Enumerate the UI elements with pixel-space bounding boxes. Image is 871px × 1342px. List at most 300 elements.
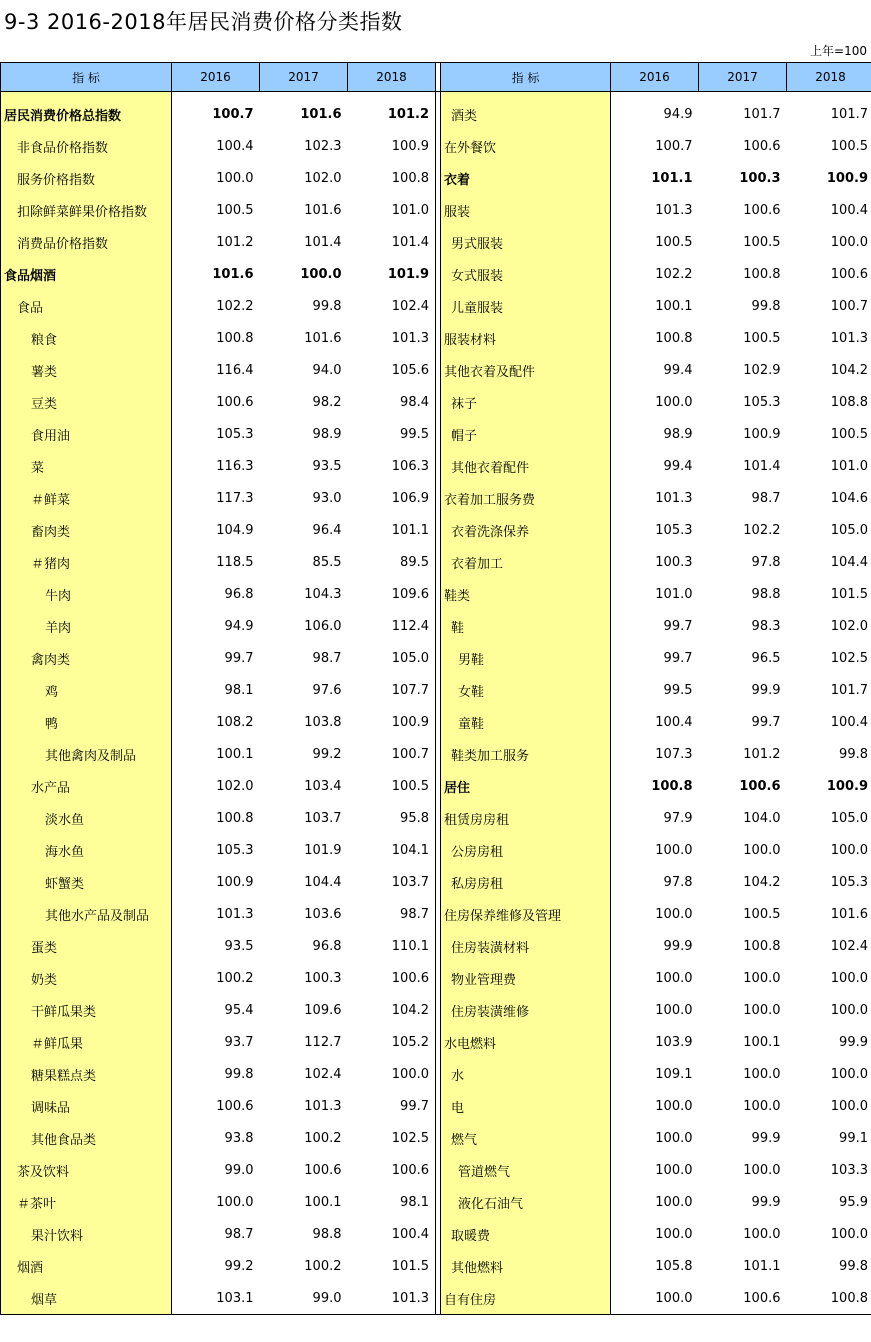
- index-value: 99.7: [400, 1098, 429, 1114]
- index-value: 99.8: [312, 298, 342, 314]
- indicator-name: 虾蟹类: [1, 866, 172, 898]
- index-value: 100.4: [216, 138, 254, 154]
- table-row: [1, 290, 871, 322]
- table-row: [1, 1058, 871, 1090]
- indicator-name: 烟酒: [1, 1250, 172, 1282]
- index-value: 98.1: [224, 682, 254, 698]
- index-value: 98.7: [400, 906, 429, 922]
- index-value: 100.5: [787, 418, 871, 450]
- index-value: 100.0: [787, 1058, 871, 1090]
- index-value: 100.6: [391, 1162, 429, 1178]
- index-value: 110.1: [391, 938, 429, 954]
- table-row: [1, 610, 871, 642]
- index-value: 104.2: [743, 874, 781, 890]
- header-year-2017-right: 2017: [699, 63, 787, 92]
- index-value: 100.9: [787, 770, 871, 802]
- indicator-name: 酒类: [441, 98, 611, 130]
- index-value: 96.8: [312, 938, 342, 954]
- index-value: 103.9: [655, 1034, 693, 1050]
- index-value: 100.5: [391, 778, 429, 794]
- index-value: 101.1: [651, 170, 693, 186]
- unit-note: 上年=100: [810, 44, 867, 58]
- index-value: 100.9: [391, 714, 429, 730]
- index-value: 101.3: [655, 490, 693, 506]
- indicator-name: ＃茶叶: [1, 1186, 172, 1218]
- indicator-name: 其他水产品及制品: [1, 898, 172, 930]
- indicator-name: 燃气: [441, 1122, 611, 1154]
- table-row: [1, 482, 871, 514]
- index-value: 99.4: [663, 458, 693, 474]
- index-value: 100.0: [655, 1130, 693, 1146]
- table-row: [1, 130, 871, 162]
- table-row: [1, 738, 871, 770]
- index-value: 96.4: [312, 522, 342, 538]
- index-value: 101.4: [391, 234, 429, 250]
- index-value: 107.7: [391, 682, 429, 698]
- indicator-name: 菜: [1, 450, 172, 482]
- index-value: 100.5: [743, 330, 781, 346]
- index-value: 99.1: [787, 1122, 871, 1154]
- index-value: 99.7: [224, 650, 254, 666]
- index-value: 100.8: [655, 330, 693, 346]
- index-value: 101.3: [655, 202, 693, 218]
- index-value: 101.7: [787, 98, 871, 130]
- index-value: 100.0: [655, 1002, 693, 1018]
- indicator-name: ＃猪肉: [1, 546, 172, 578]
- index-value: 102.4: [304, 1066, 342, 1082]
- index-value: 104.1: [391, 842, 429, 858]
- table-row: [1, 642, 871, 674]
- table-row: [1, 1218, 871, 1250]
- index-value: 100.8: [651, 778, 693, 794]
- index-value: 100.0: [743, 1162, 781, 1178]
- index-value: 98.9: [663, 426, 693, 442]
- index-value: 102.5: [787, 642, 871, 674]
- index-value: 93.5: [224, 938, 254, 954]
- indicator-name: 居民消费价格总指数: [1, 98, 172, 130]
- index-value: 101.9: [387, 266, 429, 282]
- indicator-name: 服装: [441, 194, 611, 226]
- index-value: 116.4: [216, 362, 254, 378]
- indicator-name: 鞋: [441, 610, 611, 642]
- index-value: 116.3: [216, 458, 254, 474]
- indicator-name: 扣除鲜菜鲜果价格指数: [1, 194, 172, 226]
- table-row: [1, 1090, 871, 1122]
- index-value: 100.7: [787, 290, 871, 322]
- index-value: 102.4: [391, 298, 429, 314]
- indicator-name: 禽肉类: [1, 642, 172, 674]
- index-value: 101.6: [300, 106, 342, 122]
- indicator-name: 茶及饮料: [1, 1154, 172, 1186]
- index-value: 101.3: [348, 1282, 436, 1315]
- index-value: 100.0: [787, 994, 871, 1026]
- index-value: 99.9: [663, 938, 693, 954]
- table-row: [1, 546, 871, 578]
- index-value: 104.2: [391, 1002, 429, 1018]
- indicator-name: 海水鱼: [1, 834, 172, 866]
- index-value: 102.9: [743, 362, 781, 378]
- index-value: 100.7: [212, 106, 254, 122]
- index-value: 99.0: [260, 1282, 348, 1315]
- indicator-name: 水: [441, 1058, 611, 1090]
- index-value: 104.3: [304, 586, 342, 602]
- index-value: 102.3: [304, 138, 342, 154]
- index-value: 99.8: [751, 298, 781, 314]
- indicator-name: 其他衣着及配件: [441, 354, 611, 386]
- index-value: 98.2: [312, 394, 342, 410]
- indicator-name: 鞋类加工服务: [441, 738, 611, 770]
- index-value: 101.2: [216, 234, 254, 250]
- table-row: [1, 386, 871, 418]
- index-value: 100.0: [787, 1090, 871, 1122]
- index-value: 100.0: [216, 1194, 254, 1210]
- table-row: [1, 578, 871, 610]
- index-value: 98.1: [400, 1194, 429, 1210]
- indicator-name: 儿童服装: [441, 290, 611, 322]
- index-value: 100.3: [739, 170, 781, 186]
- index-value: 103.1: [172, 1282, 260, 1315]
- index-value: 99.8: [787, 1250, 871, 1282]
- indicator-name: 其他衣着配件: [441, 450, 611, 482]
- index-value: 100.8: [787, 1282, 871, 1315]
- index-value: 102.5: [391, 1130, 429, 1146]
- indicator-name: 薯类: [1, 354, 172, 386]
- index-value: 95.4: [224, 1002, 254, 1018]
- index-value: 100.0: [655, 1162, 693, 1178]
- indicator-name: 租赁房房租: [441, 802, 611, 834]
- index-value: 99.5: [400, 426, 429, 442]
- index-value: 100.0: [743, 1002, 781, 1018]
- table-row: [1, 994, 871, 1026]
- index-value: 93.5: [312, 458, 342, 474]
- index-value: 99.0: [224, 1162, 254, 1178]
- indicator-name: 衣着加工服务费: [441, 482, 611, 514]
- index-value: 105.3: [216, 842, 254, 858]
- header-year-2016: 2016: [172, 63, 260, 92]
- index-value: 100.0: [743, 1226, 781, 1242]
- table-row: [1, 1122, 871, 1154]
- index-value: 105.2: [391, 1034, 429, 1050]
- index-value: 100.0: [655, 394, 693, 410]
- index-value: 102.2: [655, 266, 693, 282]
- index-value: 89.5: [400, 554, 429, 570]
- index-value: 101.5: [391, 1258, 429, 1274]
- page-title: 9-3 2016-2018年居民消费价格分类指数: [4, 10, 403, 34]
- index-value: 100.9: [391, 138, 429, 154]
- indicator-name: 烟草: [1, 1282, 172, 1315]
- table-row: [1, 866, 871, 898]
- index-value: 102.0: [216, 778, 254, 794]
- table-row: [1, 514, 871, 546]
- table-row: [1, 706, 871, 738]
- index-value: 100.0: [743, 1066, 781, 1082]
- indicator-name: 水产品: [1, 770, 172, 802]
- indicator-name: 调味品: [1, 1090, 172, 1122]
- index-value: 103.7: [391, 874, 429, 890]
- indicator-name: 淡水鱼: [1, 802, 172, 834]
- index-value: 103.7: [304, 810, 342, 826]
- index-value: 100.6: [743, 138, 781, 154]
- index-value: 100.0: [391, 1066, 429, 1082]
- indicator-name: 糖果糕点类: [1, 1058, 172, 1090]
- index-value: 97.8: [663, 874, 693, 890]
- index-value: 100.3: [655, 554, 693, 570]
- index-value: 104.0: [743, 810, 781, 826]
- index-value: 95.8: [400, 810, 429, 826]
- index-value: 100.5: [743, 234, 781, 250]
- index-value: 95.9: [787, 1186, 871, 1218]
- index-value: 100.0: [743, 970, 781, 986]
- indicator-name: 非食品价格指数: [1, 130, 172, 162]
- table-row: [1, 930, 871, 962]
- index-value: 101.0: [391, 202, 429, 218]
- index-value: 96.5: [751, 650, 781, 666]
- index-value: 109.1: [655, 1066, 693, 1082]
- index-value: 104.4: [304, 874, 342, 890]
- indicator-name: 女式服装: [441, 258, 611, 290]
- index-value: 100.7: [655, 138, 693, 154]
- price-index-table: [0, 62, 871, 1315]
- index-value: 100.8: [216, 330, 254, 346]
- index-value: 100.6: [787, 258, 871, 290]
- header-year-2018: 2018: [348, 63, 436, 92]
- indicator-name: 羊肉: [1, 610, 172, 642]
- index-value: 99.4: [663, 362, 693, 378]
- index-value: 100.8: [743, 938, 781, 954]
- indicator-name: 水电燃料: [441, 1026, 611, 1058]
- index-value: 100.0: [787, 226, 871, 258]
- index-value: 105.0: [391, 650, 429, 666]
- index-value: 101.1: [391, 522, 429, 538]
- index-value: 104.9: [216, 522, 254, 538]
- table-row: [1, 1282, 871, 1315]
- header-row: [1, 63, 871, 92]
- indicator-name: ＃鲜菜: [1, 482, 172, 514]
- index-value: 100.6: [304, 1162, 342, 1178]
- indicator-name: 食品烟酒: [1, 258, 172, 290]
- table-row: [1, 898, 871, 930]
- index-value: 99.7: [751, 714, 781, 730]
- index-value: 102.0: [304, 170, 342, 186]
- index-value: 102.4: [787, 930, 871, 962]
- indicator-name: 在外餐饮: [441, 130, 611, 162]
- index-value: 101.6: [787, 898, 871, 930]
- index-value: 94.0: [312, 362, 342, 378]
- index-value: 108.8: [787, 386, 871, 418]
- index-value: 101.0: [655, 586, 693, 602]
- index-value: 103.3: [787, 1154, 871, 1186]
- index-value: 100.1: [304, 1194, 342, 1210]
- index-value: 98.7: [751, 490, 781, 506]
- index-value: 101.6: [212, 266, 254, 282]
- index-value: 99.9: [751, 1194, 781, 1210]
- index-value: 99.2: [224, 1258, 254, 1274]
- indicator-name: 住房保养维修及管理: [441, 898, 611, 930]
- index-value: 104.2: [787, 354, 871, 386]
- indicator-name: 干鲜瓜果类: [1, 994, 172, 1026]
- index-value: 105.3: [787, 866, 871, 898]
- index-value: 105.0: [787, 514, 871, 546]
- index-value: 105.6: [391, 362, 429, 378]
- index-value: 100.0: [216, 170, 254, 186]
- table-row: [1, 674, 871, 706]
- index-value: 99.9: [751, 1130, 781, 1146]
- index-value: 105.0: [787, 802, 871, 834]
- index-value: 96.8: [224, 586, 254, 602]
- index-value: 102.2: [216, 298, 254, 314]
- table-row: [1, 962, 871, 994]
- indicator-name: 童鞋: [441, 706, 611, 738]
- index-value: 98.7: [312, 650, 342, 666]
- index-value: 103.6: [304, 906, 342, 922]
- index-value: 106.0: [304, 618, 342, 634]
- index-value: 99.2: [312, 746, 342, 762]
- indicator-name: 男式服装: [441, 226, 611, 258]
- index-value: 101.0: [787, 450, 871, 482]
- index-value: 100.0: [655, 970, 693, 986]
- header-indicator-right: 指 标: [441, 63, 611, 92]
- index-value: 94.9: [663, 106, 693, 122]
- index-value: 100.5: [216, 202, 254, 218]
- index-value: 98.9: [312, 426, 342, 442]
- index-value: 100.8: [391, 170, 429, 186]
- indicator-name: 女鞋: [441, 674, 611, 706]
- index-value: 100.4: [655, 714, 693, 730]
- index-value: 101.2: [387, 106, 429, 122]
- index-value: 100.0: [743, 842, 781, 858]
- indicator-name: 液化石油气: [441, 1186, 611, 1218]
- index-value: 112.4: [391, 618, 429, 634]
- index-value: 100.9: [787, 162, 871, 194]
- index-value: 93.0: [312, 490, 342, 506]
- index-value: 101.6: [304, 202, 342, 218]
- index-value: 100.0: [655, 1194, 693, 1210]
- indicator-name: 居住: [441, 770, 611, 802]
- index-value: 100.6: [699, 1282, 787, 1315]
- indicator-name: 电: [441, 1090, 611, 1122]
- index-value: 100.5: [743, 906, 781, 922]
- index-value: 101.3: [787, 322, 871, 354]
- index-value: 97.6: [312, 682, 342, 698]
- index-value: 100.9: [216, 874, 254, 890]
- indicator-name: 自有住房: [441, 1282, 611, 1315]
- index-value: 100.0: [787, 834, 871, 866]
- index-value: 93.8: [224, 1130, 254, 1146]
- index-value: 102.0: [787, 610, 871, 642]
- indicator-name: 住房装潢材料: [441, 930, 611, 962]
- indicator-name: 食品: [1, 290, 172, 322]
- index-value: 105.3: [216, 426, 254, 442]
- table-row: [1, 834, 871, 866]
- index-value: 100.6: [739, 778, 781, 794]
- table-row: [1, 1186, 871, 1218]
- index-value: 100.6: [743, 202, 781, 218]
- index-value: 98.7: [224, 1226, 254, 1242]
- table-row: [1, 1154, 871, 1186]
- index-value: 105.3: [655, 522, 693, 538]
- index-value: 109.6: [391, 586, 429, 602]
- indicator-name: 服装材料: [441, 322, 611, 354]
- indicator-name: 豆类: [1, 386, 172, 418]
- index-value: 100.0: [300, 266, 342, 282]
- table-row: [1, 162, 871, 194]
- table-row: [1, 354, 871, 386]
- index-value: 109.6: [304, 1002, 342, 1018]
- indicator-name: 衣着加工: [441, 546, 611, 578]
- index-value: 103.4: [304, 778, 342, 794]
- index-value: 104.6: [787, 482, 871, 514]
- index-value: 100.0: [655, 1098, 693, 1114]
- header-indicator: 指 标: [1, 63, 172, 92]
- index-value: 100.0: [787, 962, 871, 994]
- table-row: [1, 322, 871, 354]
- table-row: [1, 1250, 871, 1282]
- index-value: 98.4: [400, 394, 429, 410]
- indicator-name: 取暖费: [441, 1218, 611, 1250]
- table-row: [1, 1026, 871, 1058]
- index-value: 106.9: [391, 490, 429, 506]
- indicator-name: 其他食品类: [1, 1122, 172, 1154]
- table-row: [1, 418, 871, 450]
- index-value: 100.0: [655, 906, 693, 922]
- indicator-name: 鸭: [1, 706, 172, 738]
- index-value: 100.0: [655, 842, 693, 858]
- indicator-name: 衣着: [441, 162, 611, 194]
- index-value: 100.5: [655, 234, 693, 250]
- index-value: 100.0: [787, 1218, 871, 1250]
- index-value: 100.8: [216, 810, 254, 826]
- index-value: 101.7: [743, 106, 781, 122]
- index-value: 101.4: [743, 458, 781, 474]
- index-value: 101.2: [743, 746, 781, 762]
- indicator-name: 牛肉: [1, 578, 172, 610]
- index-value: 104.4: [787, 546, 871, 578]
- table-row: [1, 258, 871, 290]
- index-value: 100.0: [655, 1226, 693, 1242]
- index-value: 100.9: [743, 426, 781, 442]
- index-value: 97.8: [751, 554, 781, 570]
- index-value: 100.4: [787, 194, 871, 226]
- indicator-name: 粮食: [1, 322, 172, 354]
- index-value: 100.0: [611, 1282, 699, 1315]
- index-value: 99.9: [787, 1026, 871, 1058]
- index-value: 97.9: [663, 810, 693, 826]
- table-row: [1, 226, 871, 258]
- indicator-name: 衣着洗涤保养: [441, 514, 611, 546]
- index-value: 108.2: [216, 714, 254, 730]
- index-value: 101.3: [304, 1098, 342, 1114]
- index-value: 101.3: [391, 330, 429, 346]
- index-value: 100.7: [391, 746, 429, 762]
- index-value: 99.7: [663, 650, 693, 666]
- indicator-name: 男鞋: [441, 642, 611, 674]
- header-year-2018-right: 2018: [787, 63, 871, 92]
- indicator-name: 其他燃料: [441, 1250, 611, 1282]
- indicator-name: 其他禽肉及制品: [1, 738, 172, 770]
- index-value: 100.2: [304, 1258, 342, 1274]
- table-row: [1, 450, 871, 482]
- index-value: 100.1: [743, 1034, 781, 1050]
- index-value: 118.5: [216, 554, 254, 570]
- indicator-name: 鞋类: [441, 578, 611, 610]
- index-value: 99.8: [224, 1066, 254, 1082]
- index-value: 85.5: [312, 554, 342, 570]
- indicator-name: ＃鲜瓜果: [1, 1026, 172, 1058]
- indicator-name: 奶类: [1, 962, 172, 994]
- indicator-name: 服务价格指数: [1, 162, 172, 194]
- indicator-name: 物业管理费: [441, 962, 611, 994]
- index-value: 100.2: [216, 970, 254, 986]
